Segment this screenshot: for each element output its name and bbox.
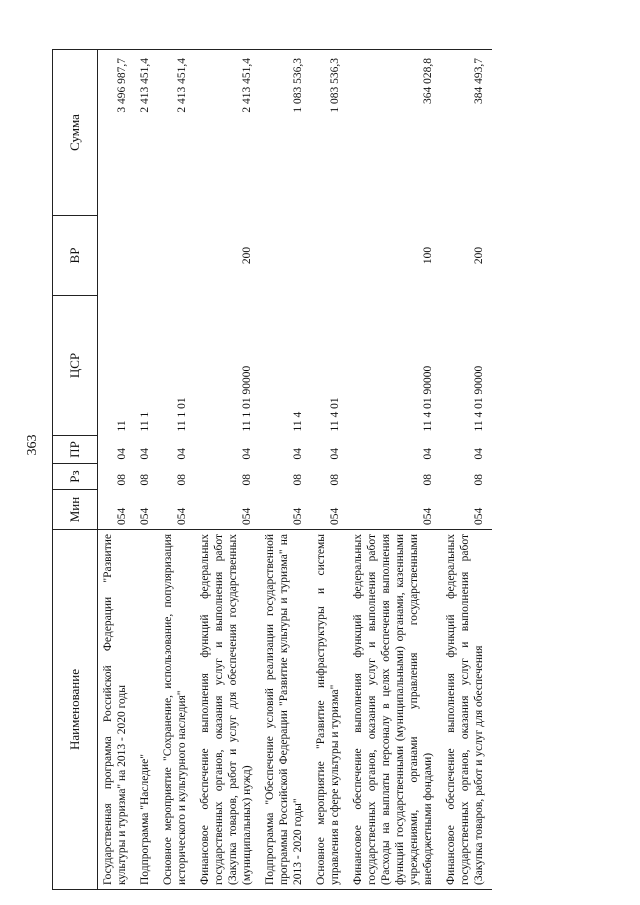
row-rz: 08	[241, 474, 254, 486]
rotated-page-content	[52, 50, 612, 890]
row-pr: 04	[473, 448, 486, 460]
row-sum: 2 413 451,4	[158, 50, 195, 216]
header-sum: Сумма	[53, 50, 98, 216]
row-sum: 3 496 987,7	[98, 50, 136, 216]
table-row	[98, 50, 136, 890]
table-row	[441, 50, 492, 890]
row-csr: 11	[116, 420, 129, 432]
row-csr: 11 4 01 90000	[473, 365, 486, 432]
row-name: Государственная программа Российской Федерации "Развитие культуры и туризма" на 2013 - 2020 годы	[98, 530, 136, 890]
row-csr: 11 1 01	[176, 397, 189, 432]
row-pr: 04	[139, 448, 152, 460]
row-name: Финансовое обеспечение выполнения функций федеральных государственных органов, оказания услуг и выполнения работ (Закупка товаров, работ и услуг для обеспечения государственных (муниципальных) нужд)	[195, 530, 260, 890]
row-csr: 11 4 01 90000	[422, 365, 435, 432]
row-min: 054	[348, 490, 441, 530]
row-rz: 08	[116, 474, 129, 486]
row-pr: 04	[422, 448, 435, 460]
page-number: 363	[25, 434, 40, 456]
header-pr: ПР	[53, 436, 98, 464]
row-sum: 364 028,8	[348, 50, 441, 216]
row-pr: 04	[292, 448, 305, 460]
row-min: 054	[311, 490, 348, 530]
row-csr: 11 4	[292, 411, 305, 432]
header-rz: Рз	[53, 464, 98, 490]
row-name: Основное мероприятие "Сохранение, использование, популяризация исторического и культурного наследия"	[158, 530, 195, 890]
row-vr: 100	[422, 246, 435, 265]
row-pr: 04	[116, 448, 129, 460]
header-name: Наименование	[53, 530, 98, 890]
table-row	[311, 50, 348, 890]
table-header	[53, 50, 98, 890]
row-rz: 08	[422, 474, 435, 486]
row-pr: 04	[241, 448, 254, 460]
row-name: Подпрограмма "Обеспечение условий реализации государственной программы Российской Федерации "Развитие культуры и туризма" на 2013 - 2020 годы"	[260, 530, 311, 890]
table-row	[348, 50, 441, 890]
row-rz: 08	[292, 474, 305, 486]
table-body	[98, 50, 493, 890]
row-vr	[158, 216, 195, 296]
row-rz: 08	[473, 474, 486, 486]
table-row	[195, 50, 260, 890]
row-vr	[135, 216, 158, 296]
header-csr: ЦСР	[53, 296, 98, 436]
row-name: Основное мероприятие "Развитие инфраструктуры и системы управления в сфере культуры и туризма"	[311, 530, 348, 890]
row-pr: 04	[176, 448, 189, 460]
row-min: 054	[98, 490, 136, 530]
row-rz: 08	[139, 474, 152, 486]
row-vr	[98, 216, 136, 296]
row-sum: 384 493,7	[441, 50, 492, 216]
row-min: 054	[260, 490, 311, 530]
row-rz: 08	[176, 474, 189, 486]
row-csr: 11 1	[139, 411, 152, 432]
row-vr: 200	[473, 246, 486, 265]
row-vr: 200	[241, 246, 254, 265]
row-sum: 2 413 451,4	[135, 50, 158, 216]
row-csr: 11 1 01 90000	[241, 365, 254, 432]
row-min: 054	[158, 490, 195, 530]
row-vr	[260, 216, 311, 296]
header-min: Мин	[53, 490, 98, 530]
row-sum: 1 083 536,3	[260, 50, 311, 216]
table-row	[135, 50, 158, 890]
row-rz: 08	[329, 474, 342, 486]
table-row	[260, 50, 311, 890]
row-pr: 04	[329, 448, 342, 460]
row-name: Финансовое обеспечение выполнения функций федеральных государственных органов, оказания услуг и выполнения работ (Закупка товаров, работ и услуг для обеспечения	[441, 530, 492, 890]
row-name: Подпрограмма "Наследие"	[135, 530, 158, 890]
row-min: 054	[441, 490, 492, 530]
row-min: 054	[135, 490, 158, 530]
row-csr: 11 4 01	[329, 397, 342, 432]
budget-table	[52, 49, 492, 890]
header-vr: ВР	[53, 216, 98, 296]
header-row	[53, 50, 98, 890]
table-row	[158, 50, 195, 890]
row-vr	[311, 216, 348, 296]
row-min: 054	[195, 490, 260, 530]
row-name: Финансовое обеспечение выполнения функций федеральных государственных органов, оказания услуг и выполнения работ (Расходы на выплаты персоналу в целях обеспечения выполнения функций государственными (муниципальными) органами, казенными учреждениями, органами управления государственными внебюджетными фондами)	[348, 530, 441, 890]
row-sum: 1 083 536,3	[311, 50, 348, 216]
row-sum: 2 413 451,4	[195, 50, 260, 216]
